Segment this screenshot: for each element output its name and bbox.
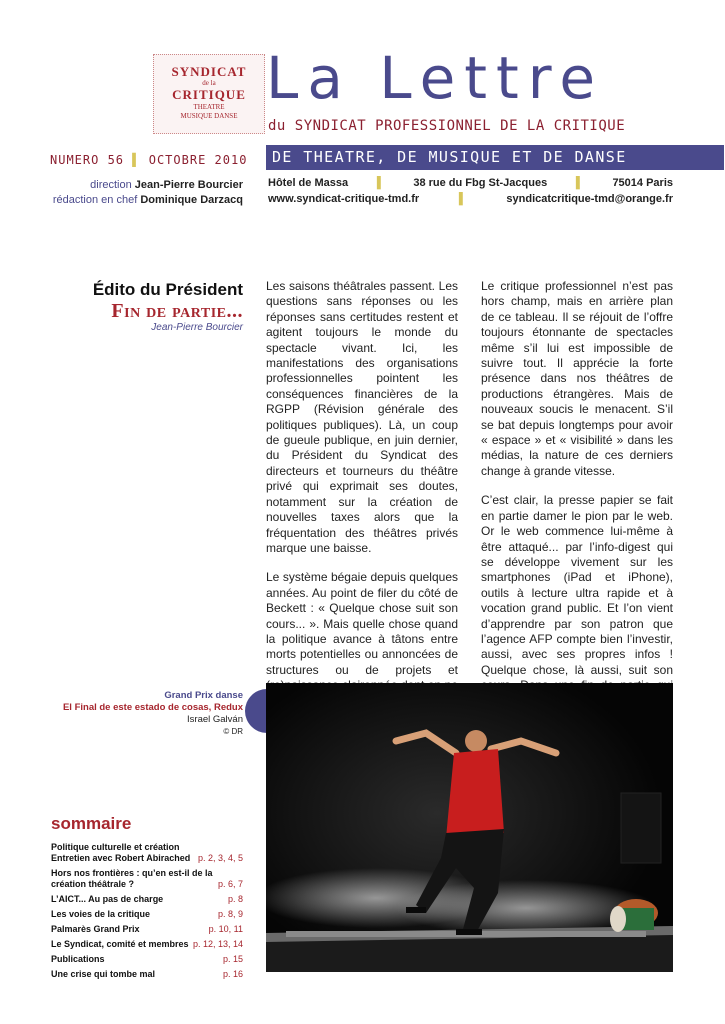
caption-artist: Israel Galván	[187, 714, 243, 725]
article-paragraph: Le critique professionnel n’est pas hors champ, mais en arrière plan de ce tableau. Il se réjouit de l’offre toujours étonnante de spectacles même s’il lui est impossible de suivre tout. Il apprécie la forte présence dans nos théâtres de productions étrangères. Mais de nouveaux soucis le menacent. S’il se bat depuis longtemps pour avoir « espace » et « visibilité » dans les médias, la nature de ces derniers change à grande vitesse.	[481, 279, 673, 478]
caption-credit: © DR	[223, 727, 243, 736]
edito-label: Édito du Président	[92, 280, 243, 299]
masthead-subtitle-line2: DE THEATRE, DE MUSIQUE ET DE DANSE	[272, 148, 627, 166]
separator-bar: ▌	[458, 193, 467, 205]
logo-line-1: SYNDICAT	[171, 64, 247, 79]
separator-bar: ▌	[376, 177, 385, 189]
toc-label: Publications	[51, 954, 105, 964]
editorial-credits	[53, 178, 243, 208]
article-column-2	[481, 279, 673, 723]
website-link[interactable]: www.syndicat-critique-tmd.fr	[268, 193, 420, 205]
toc-label: Le Syndicat, comité et membres	[51, 939, 189, 949]
dancer-illustration	[266, 683, 673, 972]
toc-pages: p. 2, 3, 4, 5	[197, 853, 243, 863]
toc-item[interactable]	[51, 924, 243, 935]
masthead-subtitle-line1: du SYNDICAT PROFESSIONNEL DE LA CRITIQUE	[268, 118, 626, 134]
email-link[interactable]: syndicatcritique-tmd@orange.fr	[506, 193, 673, 205]
direction-role: direction	[90, 179, 132, 191]
address-street: 38 rue du Fbg St-Jacques	[413, 177, 548, 189]
toc-pages: p. 6, 7	[217, 879, 243, 889]
toc-item[interactable]	[51, 894, 243, 905]
toc-label: Les voies de la critique	[51, 909, 151, 919]
toc-label: Hors nos frontières : qu’en est-il de la création théâtrale ?	[51, 868, 213, 889]
logo-line-4: THEATRE	[193, 103, 225, 111]
toc-item[interactable]	[51, 842, 243, 864]
article-column-1	[266, 279, 458, 723]
masthead-title: La Lettre	[266, 44, 605, 112]
table-of-contents	[51, 842, 243, 984]
issue-date: OCTOBRE 2010	[148, 153, 248, 167]
toc-item[interactable]	[51, 868, 243, 890]
article-paragraph: Le système bégaie depuis quelques années. Au point de filer du côté de Beckett : « Quelque chose suit son cours... ». Mais quelle chose quand la politique avance à tâtons entre morts potentielles ou annoncées de structures ou de projets et	[266, 570, 458, 677]
toc-pages: p. 15	[222, 954, 243, 964]
toc-item[interactable]	[51, 969, 243, 980]
edito-title: Fin de partie...	[111, 300, 243, 322]
toc-item[interactable]	[51, 954, 243, 965]
toc-label: L’AICT... Au pas de charge	[51, 894, 164, 904]
toc-pages: p. 16	[222, 969, 243, 979]
separator-bar: ▌	[575, 177, 584, 189]
direction-name: Jean-Pierre Bourcier	[134, 179, 243, 191]
address-city: 75014 Paris	[612, 177, 673, 189]
sommaire-title: sommaire	[51, 814, 132, 833]
photo-caption	[63, 690, 243, 738]
edito-author: Jean-Pierre Bourcier	[151, 322, 243, 333]
address-venue: Hôtel de Massa	[268, 177, 349, 189]
dance-photo	[266, 683, 673, 972]
toc-label: Palmarès Grand Prix	[51, 924, 140, 934]
logo-line-5: MUSIQUE DANSE	[180, 112, 238, 120]
redaction-role: rédaction en chef	[52, 194, 138, 206]
issue-number: NUMERO 56	[50, 153, 125, 167]
article-paragraph: Les saisons théâtrales passent. Les questions sans réponses ou les réponses sans certitudes restent et agitent toujours le monde du spectacle vivant. Ici, les manifestations des organisations professionnelles pointent les conséquences financières de la RGPP (Révision générale des politiques publiques). Là, un coup de gueule publique, en juin dernier, du Président du Syndicat des directeurs et tourneurs du théâtre privé qui exprimait ses doutes, notamment sur la création de nouvelles taxes alors que la fréquentation des théâtres privés marque une baisse.	[266, 279, 458, 555]
toc-item[interactable]	[51, 939, 243, 950]
redaction-name: Dominique Darzacq	[140, 194, 243, 206]
caption-title: El Final de este estado de cosas, Redux	[62, 702, 243, 713]
toc-label: Politique culturelle et création Entretien avec Robert Abirached	[51, 842, 191, 863]
toc-label: Une crise qui tombe mal	[51, 969, 156, 979]
article-paragraph: C’est clair, la presse papier se fait en partie damer le pion par le web. Or le web commence lui-même à être attaqué... par l’info-digest qui se développe vivement sur les smartphones (iPad et iPhone), outils à lecture ultra rapide et à vocation grand public. Et l’on vient d’apprendre par son patron que l’agence AFP compte bien l’investir, aussi, avec ses propres infos ! Quelque chose, là aussi, suit son	[481, 493, 673, 677]
toc-pages: p. 8, 9	[217, 909, 243, 919]
contact-address	[268, 175, 673, 207]
syndicat-logo	[153, 54, 265, 134]
logo-line-2: de la	[202, 79, 216, 87]
toc-pages: p. 12, 13, 14	[192, 939, 243, 949]
toc-item[interactable]	[51, 909, 243, 920]
logo-line-3: CRITIQUE	[172, 87, 246, 102]
toc-pages: p. 8	[227, 894, 243, 904]
caption-category: Grand Prix danse	[164, 690, 243, 701]
toc-pages: p. 10, 11	[208, 924, 243, 934]
issue-info	[50, 153, 247, 167]
separator-bar: ▌	[132, 153, 141, 167]
